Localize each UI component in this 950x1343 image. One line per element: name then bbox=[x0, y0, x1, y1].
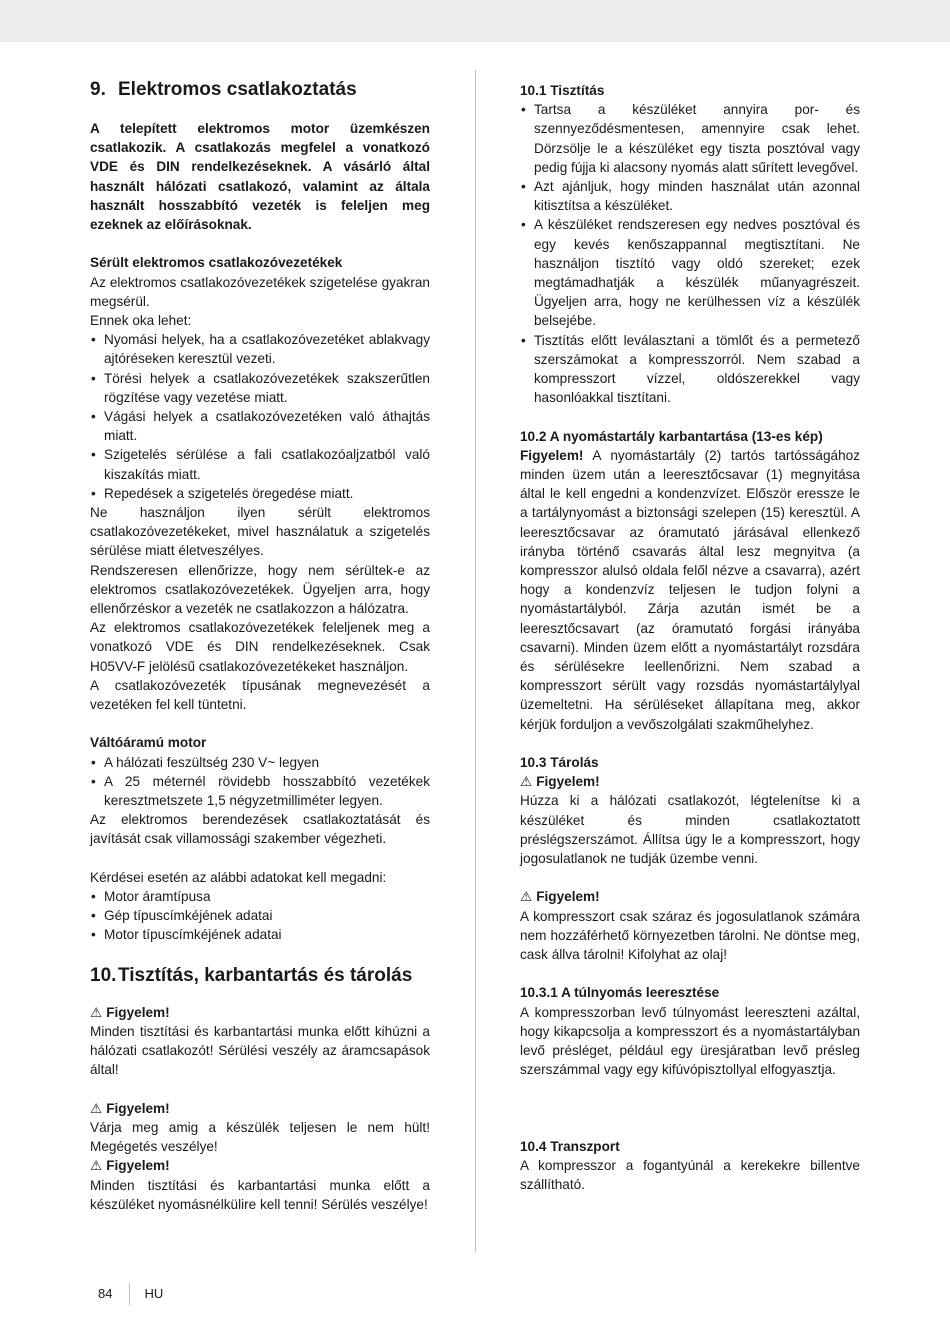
section-10-title bbox=[90, 964, 430, 988]
damaged-p5: Az elektromos csatlakozóvezetékek feleljenek meg a vonatkozó VDE és DIN rendelkezéseknek. Csak H05VV-F jelölésű csatlakozóvezetékeket használjon. bbox=[90, 620, 430, 674]
list-item: • Motor típuscímkéjének adatai bbox=[90, 925, 430, 944]
list-item: • A készüléket rendszeresen egy nedves posztóval és egy kevés kenőszappannal megtisztítani. Ne használjon tisztító vagy oldó szereket; ezek megtámadhatják a készülék műanyagrészeit. Ügyeljen arra, hogy ne kerülhessen víz a készülék belsejébe. bbox=[520, 215, 860, 330]
section-10-2-heading: 10.2 A nyomástartály karbantartása (13-es kép) bbox=[520, 428, 823, 444]
column-divider bbox=[475, 70, 476, 1252]
warning-triangle-icon: ⚠ bbox=[520, 889, 533, 905]
section-10-4-heading: 10.4 Transzport bbox=[520, 1139, 620, 1155]
list-item: • Törési helyek a csatlakozóvezetékek szakszerűtlen rögzítése vagy vezetése miatt. bbox=[90, 369, 430, 407]
damaged-causes-list bbox=[90, 330, 430, 503]
list-item: • Szigetelés sérülése a fali csatlakozóaljzatból való kiszakítás miatt. bbox=[90, 445, 430, 483]
warning-2-label bbox=[90, 1099, 430, 1118]
list-item: • Gép típuscímkéjének adatai bbox=[90, 906, 430, 925]
section-10-3-heading: 10.3 Tárolás bbox=[520, 755, 599, 771]
questions-list bbox=[90, 887, 430, 945]
list-item: • A hálózati feszültség 230 V~ legyen bbox=[90, 753, 430, 772]
warning-1-label bbox=[90, 1003, 430, 1022]
ac-motor-list bbox=[90, 753, 430, 811]
warning-label-text: Figyelem! bbox=[106, 1004, 170, 1020]
warning-1-text: Minden tisztítási és karbantartási munka előtt kihúzni a hálózati csatlakozót! Sérülési veszély az áramcsapások által! bbox=[90, 1023, 430, 1078]
storage-warning-1-text: Húzza ki a hálózati csatlakozót, légtelenítse ki a készüléket és minden csatlakoztatott préslégszerszámot. Állítsa úgy le a kompresszort, hogy jogosulatlanok ne tudják üzembe venni. bbox=[520, 793, 860, 867]
storage-warning-1-label bbox=[520, 772, 860, 791]
list-item: • Motor áramtípusa bbox=[90, 887, 430, 906]
storage-warning-2-text: A kompresszort csak száraz és jogosulatlanok számára nem hozzáférhető környezetben tárolni. Ne döntse meg, cask állva tárolni! Kifolyhat az olaj! bbox=[520, 908, 860, 963]
warning-label-text: Figyelem! bbox=[536, 889, 600, 905]
damaged-p4: Rendszeresen ellenőrizze, hogy nem sérültek-e az elektromos csatlakozóvezetékek. Ügyeljen arra, hogy ellenőrzéskor a vezeték ne csatlakozzon a hálózatra. bbox=[90, 562, 430, 617]
left-column bbox=[90, 78, 430, 1214]
section-10-1-heading: 10.1 Tisztítás bbox=[520, 83, 605, 98]
section-10-3-1-text: A kompresszorban levő túlnyomást leereszteni azáltal, hogy kikapcsolja a kompresszort és a nyomástartályban levő présléget, például egy üresjáratban levő présleg szerszámmal vagy egy kifúvópisztollyal elfogyasztja. bbox=[520, 1004, 860, 1078]
intro-paragraph: A telepített elektromos motor üzemkészen csatlakozik. A csatlakozás megfelel a vonatkozó VDE és DIN rendelkezéseknek. A vásárló által használt hálózati csatlakozó, valamint az általa használt hosszabbító vezeték is feleljen meg ezeknek az előírásoknak. bbox=[90, 121, 430, 233]
list-item: • Nyomási helyek, ha a csatlakozóvezetéket ablakvagy ajtóréseken keresztül vezeti. bbox=[90, 330, 430, 368]
section-10-2-text bbox=[520, 446, 860, 734]
warning-triangle-icon: ⚠ bbox=[90, 1100, 103, 1116]
list-item: • Azt ajánljuk, hogy minden használat után azonnal kitisztítsa a készüléket. bbox=[520, 177, 860, 215]
section-10-4-text: A kompresszor a fogantyúnál a kerekekre billentve szállítható. bbox=[520, 1158, 860, 1193]
warning-label-text: Figyelem! bbox=[106, 1158, 170, 1174]
list-item: • Repedések a szigetelés öregedése miatt. bbox=[90, 484, 430, 503]
footer-divider bbox=[129, 1283, 130, 1305]
ac-motor-heading: Váltóáramú motor bbox=[90, 735, 207, 751]
warning-triangle-icon: ⚠ bbox=[520, 774, 533, 790]
top-bar bbox=[0, 0, 950, 42]
cleaning-list bbox=[520, 100, 860, 407]
damaged-p6: A csatlakozóvezeték típusának megnevezését a vezetéken fel kell tüntetni. bbox=[90, 677, 430, 713]
damaged-p2: Ennek oka lehet: bbox=[90, 313, 192, 329]
questions-paragraph: Kérdései esetén az alábbi adatokat kell megadni: bbox=[90, 869, 387, 885]
warning-triangle-icon: ⚠ bbox=[90, 1158, 103, 1174]
ac-motor-p1: Az elektromos berendezések csatlakoztatását és javítását csak villamossági szakember végezheti. bbox=[90, 812, 430, 847]
storage-warning-2-label bbox=[520, 887, 860, 906]
right-column bbox=[520, 81, 860, 1195]
section-9-title bbox=[90, 78, 430, 102]
list-item: • Tisztítás előtt leválasztani a tömlőt és a permetező szerszámokat a kompresszorról. Nem szabad a kompresszort vízzel, oldószerekkel vagy hasonlóakkal tisztítani. bbox=[520, 331, 860, 408]
section-10-2-lead: Figyelem! bbox=[520, 447, 584, 463]
section-10-3-1-heading: 10.3.1 A túlnyomás leeresztése bbox=[520, 985, 720, 1001]
section-10-2-body: A nyomástartály (2) tartós tartósságához minden üzem után a leeresztőcsavar (1) megnyitása által le kell engedni a kondenzvízet. Először eressze le a tartálynyomást a biztonsági szelepen (15) keresztül. A leeresztőcsavar az óramutató járásával ellenkező irányba történő csavarás által lesz megnyitva (a kompresszor alulsó oldala felől nézve a csavarra), azért hogy a kondenzvíz teljesen le tudjon folyni a nyomástartályból. Zárja azután ismét be a leeresztőcsavart (az óramutató forgási irányába csavarni). Minden üzem előtt a nyomástartályt rozsdára és sérülésekre leellenőrizni. Nem szabad a kompresszort sérült vagy rozsdás nyomástartálylyal üzemeltetni. Ha sérüléseket állapítana meg, akkor kérjük forduljon a vevőszolgálati szakműhelyhez. bbox=[520, 447, 860, 732]
warning-3-label bbox=[90, 1156, 430, 1175]
damaged-p3: Ne használjon ilyen sérült elektromos csatlakozóvezetékeket, mivel használatuk a szigetelés sérülése miatt életveszélyes. bbox=[90, 505, 430, 559]
page-number: 84 bbox=[98, 1286, 113, 1301]
language-code: HU bbox=[144, 1286, 164, 1301]
warning-triangle-icon: ⚠ bbox=[90, 1004, 103, 1020]
section-10-title-text: Tisztítás, karbantartás és tárolás bbox=[118, 964, 413, 986]
page-footer bbox=[98, 1283, 163, 1305]
warning-label-text: Figyelem! bbox=[106, 1100, 170, 1116]
warning-label-text: Figyelem! bbox=[536, 774, 600, 790]
damaged-cables-heading: Sérült elektromos csatlakozóvezetékek bbox=[90, 255, 343, 271]
section-10-number: 10. bbox=[90, 964, 117, 986]
list-item: • Vágási helyek a csatlakozóvezetéken való áthajtás miatt. bbox=[90, 407, 430, 445]
section-9-number: 9. bbox=[90, 79, 106, 100]
warning-2-text: Várja meg amig a készülék teljesen le nem hült! Megégetés veszélye! bbox=[90, 1119, 430, 1155]
damaged-p1: Az elektromos csatlakozóvezetékek szigetelése gyakran megsérül. bbox=[90, 274, 430, 309]
list-item: • A 25 méternél rövidebb hosszabbító vezetékek keresztmetszete 1,5 négyzetmilliméter legyen. bbox=[90, 772, 430, 810]
list-item: • Tartsa a készüléket annyira por- és szennyeződésmentesen, amennyire csak lehet. Dörzsölje le a készüléket egy tiszta posztóval vagy pedig fújja ki alacsony nyomás alatt sűrített levegővel. bbox=[520, 100, 860, 177]
warning-3-text: Minden tisztítási és karbantartási munka előtt a készüléket nyomásnélkülire kell tenni! Sérülés veszélye! bbox=[90, 1177, 430, 1212]
section-9-title-text: Elektromos csatlakoztatás bbox=[118, 79, 357, 100]
